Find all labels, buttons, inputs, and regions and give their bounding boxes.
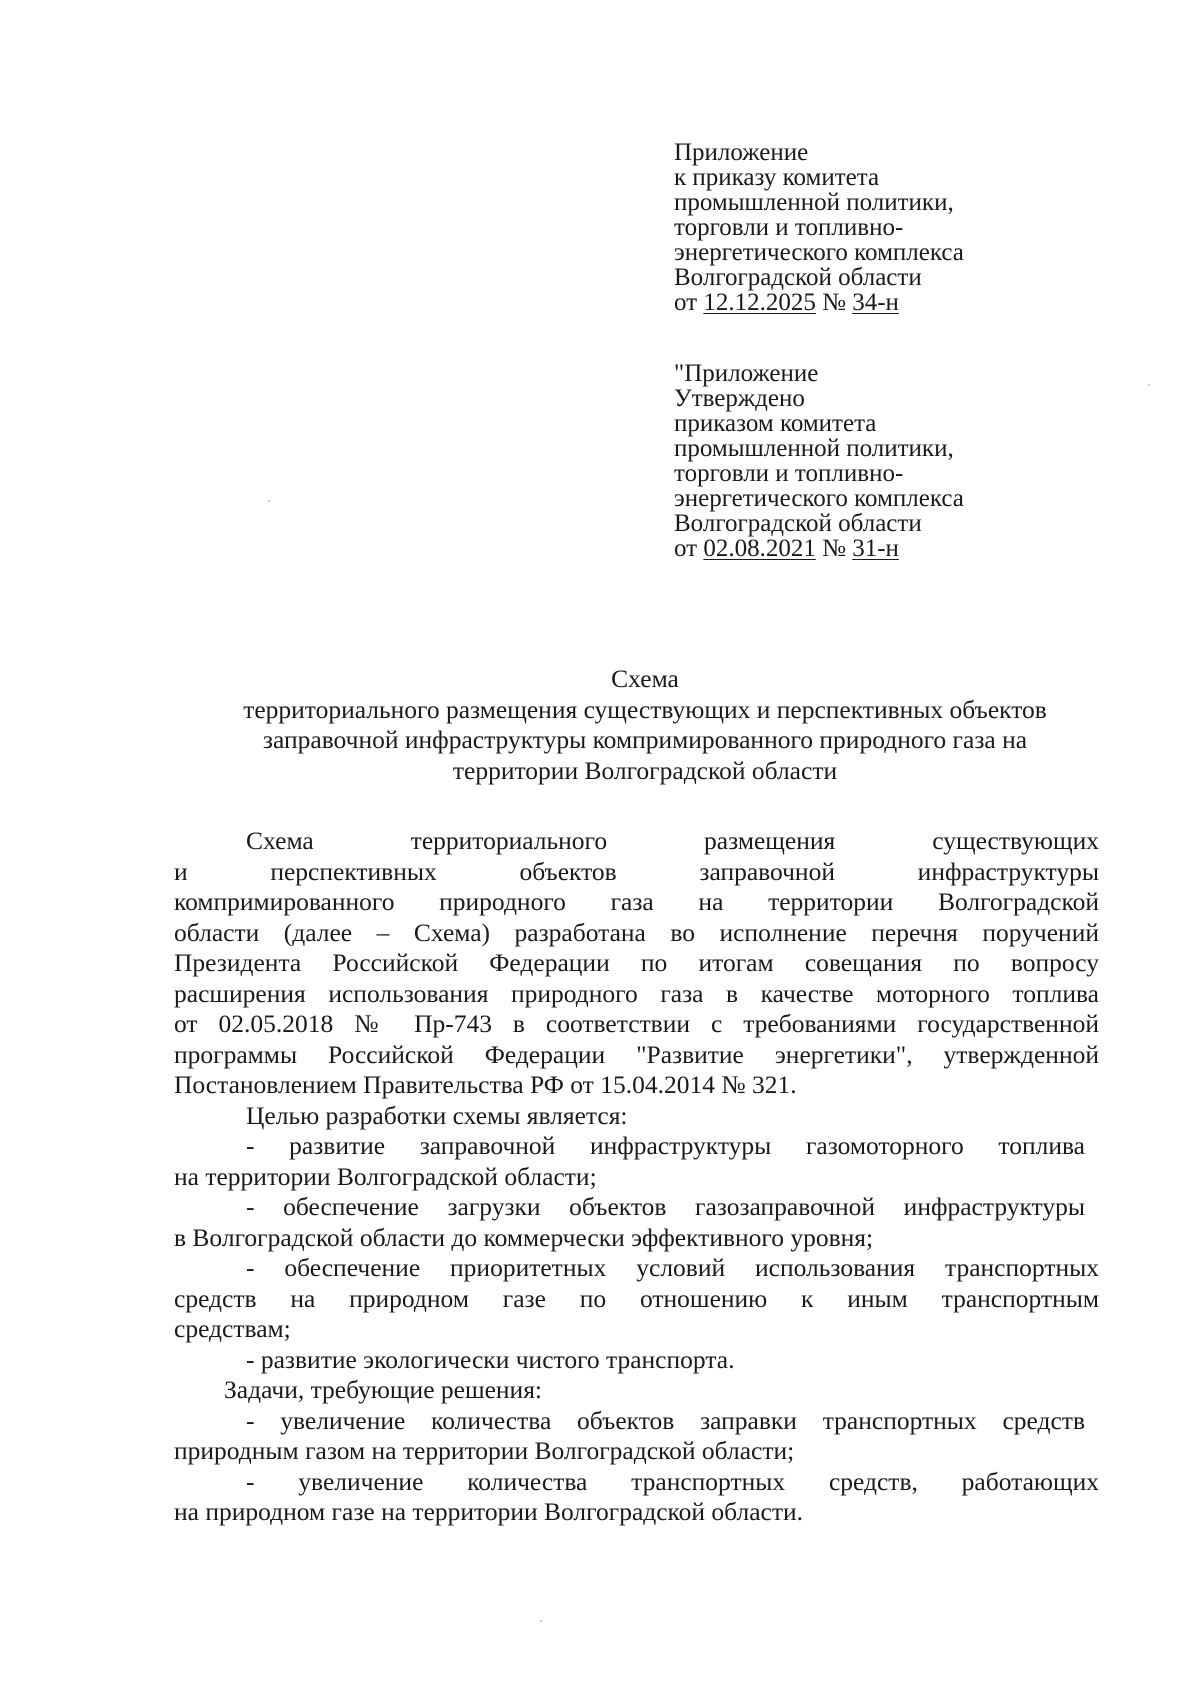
paragraph-line: программы Российской Федерации "Развитие энергетики", утвержденной xyxy=(174,1039,1099,1069)
approval-header xyxy=(674,361,1114,561)
header-line: к приказу комитета xyxy=(674,164,880,191)
paragraph-line: Президента Российской Федерации по итогам совещания по вопросу xyxy=(174,948,1099,977)
header-line: Утверждено xyxy=(674,385,805,412)
tasks-heading xyxy=(174,1375,1099,1406)
number-prefix: № xyxy=(815,289,853,316)
paragraph-line: природным газом на территории Волгоградской области; xyxy=(174,1436,795,1465)
scan-speck xyxy=(540,1620,542,1622)
paragraph-line: расширения использования природного газа в качестве моторного топлива xyxy=(174,978,1099,1008)
paragraph-line: - обеспечение приоритетных условий использования транспортных xyxy=(246,1253,1099,1282)
paragraph-line: на территории Волгоградской области; xyxy=(174,1161,597,1191)
paragraph-line: на природном газе на территории Волгоградской области. xyxy=(174,1497,804,1526)
intro-paragraph xyxy=(174,826,1099,1101)
document-body xyxy=(174,826,1099,1528)
paragraph-line: - развитие заправочной инфраструктуры газомоторного топлива xyxy=(246,1131,1085,1160)
paragraph-line: средствам; xyxy=(174,1314,291,1343)
paragraph-line: от 02.05.2018 № Пр-743 в соответствии с требованиями государственной xyxy=(174,1009,1099,1038)
order-date-line xyxy=(674,290,1114,315)
scan-speck xyxy=(1148,384,1150,386)
header-line: промышленной политики, xyxy=(674,435,954,462)
goal-heading xyxy=(174,1101,1099,1132)
goal-item xyxy=(174,1253,1099,1345)
goal-item xyxy=(174,1131,1099,1192)
header-line: Волгоградской области xyxy=(674,510,922,537)
paragraph-line: в Волгоградской области до коммерчески эффективного уровня; xyxy=(174,1222,874,1252)
header-line: торговли и топливно- xyxy=(674,460,904,487)
header-line: энергетического комплекса xyxy=(674,239,964,266)
paragraph-line: Целью разработки схемы является: xyxy=(246,1100,628,1130)
header-line: Приложение xyxy=(674,139,809,166)
number-prefix: № xyxy=(815,535,853,562)
order-date: 12.12.2025 xyxy=(703,289,816,316)
paragraph-line: - обеспечение загрузки объектов газозаправочной инфраструктуры xyxy=(246,1192,1085,1221)
paragraph-line: области (далее – Схема) разработана во исполнение перечня поручений xyxy=(174,917,1099,947)
header-line: Волгоградской области xyxy=(674,264,922,291)
header-line: энергетического комплекса xyxy=(674,485,964,512)
header-line: промышленной политики, xyxy=(674,189,954,216)
paragraph-line: Постановлением Правительства РФ от 15.04.2014 № 321. xyxy=(174,1070,797,1099)
paragraph-line: средств на природном газе по отношению к иным транспортным xyxy=(174,1283,1099,1313)
goal-item xyxy=(174,1192,1099,1253)
order-number: 31-н xyxy=(852,535,899,562)
paragraph-line: - увеличение количества транспортных средств, работающих xyxy=(246,1466,1099,1496)
goal-item xyxy=(174,1345,1099,1376)
title-line: территории Волгоградской области xyxy=(452,755,838,785)
appendix-header xyxy=(674,140,1114,315)
title-line: заправочной инфраструктуры компримированного природного газа на xyxy=(262,725,1028,754)
task-item xyxy=(174,1406,1099,1467)
document-title xyxy=(150,664,1140,786)
order-date: 02.08.2021 xyxy=(703,535,816,562)
date-prefix: от xyxy=(674,535,704,562)
paragraph-line: и перспективных объектов заправочной инфраструктуры xyxy=(174,856,1099,886)
task-item xyxy=(174,1467,1099,1528)
header-line: торговли и топливно- xyxy=(674,214,904,241)
paragraph-line: Задачи, требующие решения: xyxy=(224,1375,543,1404)
order-number: 34-н xyxy=(852,289,899,316)
paragraph-line: Схема территориального размещения существующих xyxy=(246,826,1099,855)
paragraph-line: - увеличение количества объектов заправки транспортных средств xyxy=(246,1405,1085,1435)
header-line: "Приложение xyxy=(674,360,819,387)
title-line: Схема xyxy=(611,664,679,693)
date-prefix: от xyxy=(674,289,704,316)
title-line: территориального размещения существующих и перспективных объектов xyxy=(243,694,1047,724)
scan-speck xyxy=(268,500,270,502)
order-date-line xyxy=(674,536,1114,561)
paragraph-line: компримированного природного газа на территории Волгоградской xyxy=(174,887,1099,916)
paragraph-line: - развитие экологически чистого транспорта. xyxy=(246,1344,735,1374)
header-line: приказом комитета xyxy=(674,410,877,437)
